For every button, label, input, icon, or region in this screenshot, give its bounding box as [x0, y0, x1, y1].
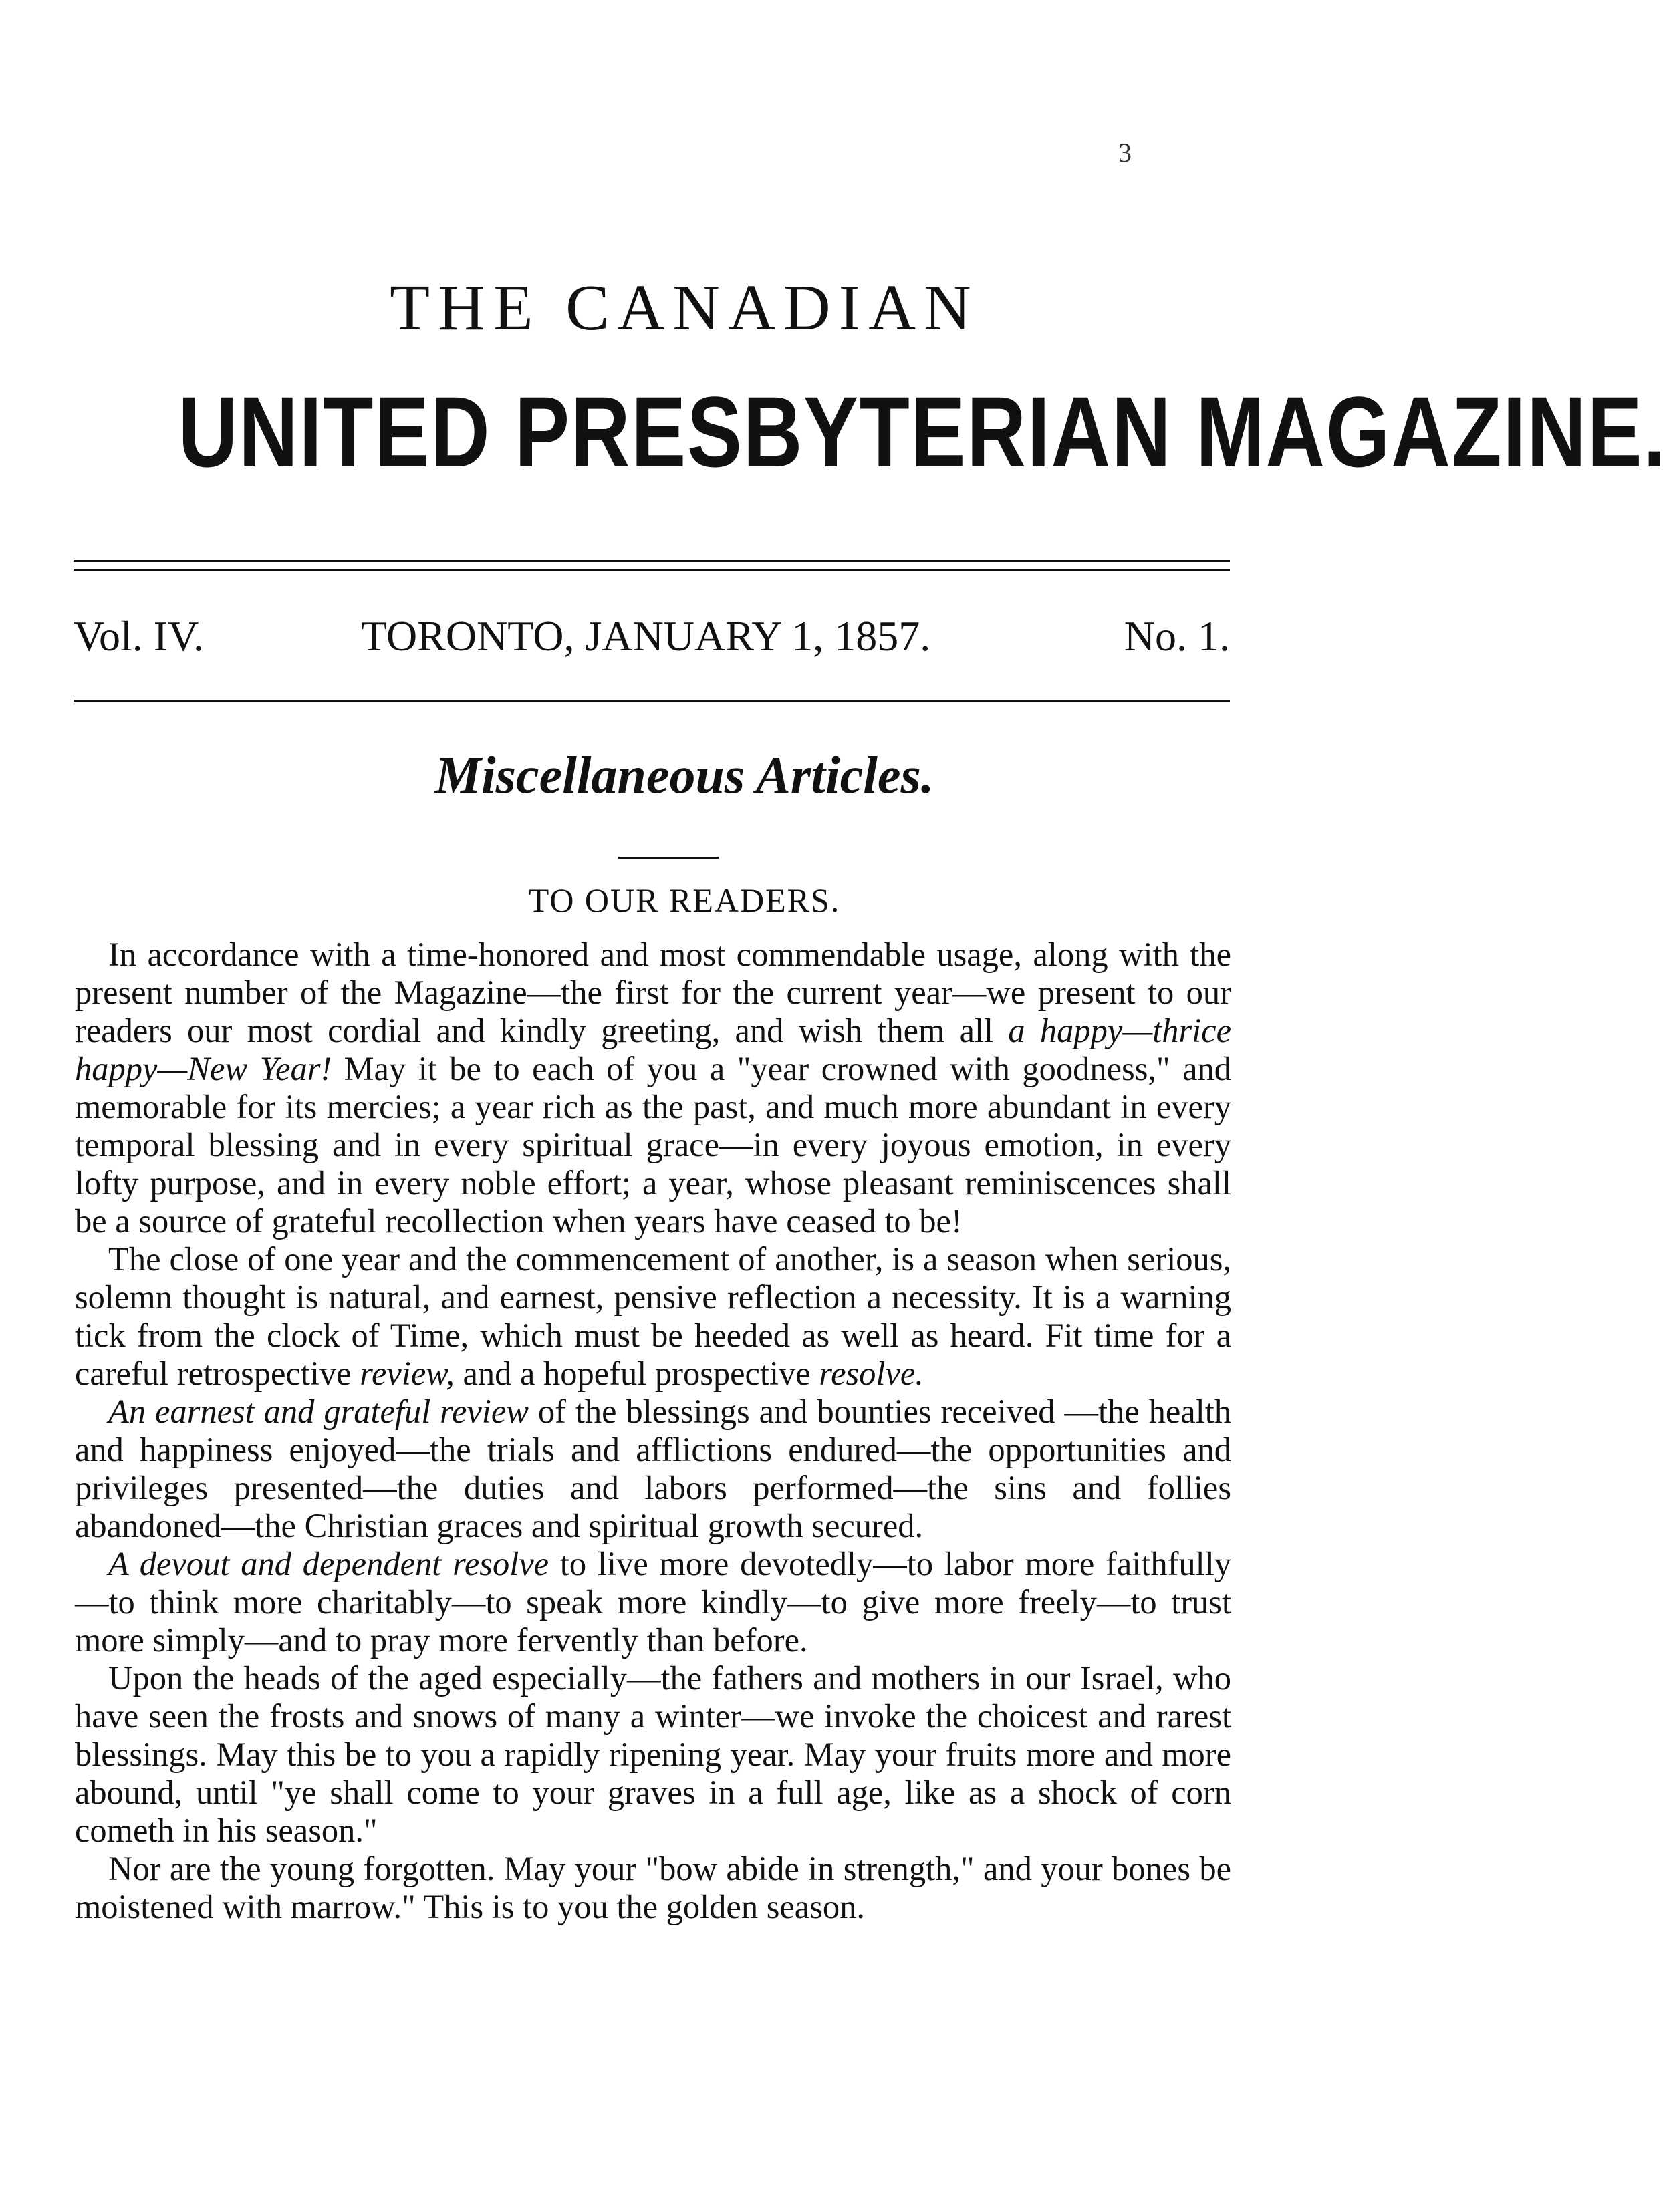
masthead-line-1: THE CANADIAN: [390, 272, 979, 344]
paragraph-5: Upon the heads of the aged especially—the fathers and mothers in our Israel, who have seen the frosts and snows of many a winter—we invoke the choicest and rarest blessings. May this be to you a rapidly ripening year. May your fruits more and more abound, until "ye shall come to your graves in a full age, like as a shock of corn cometh in his season.": [75, 1659, 1231, 1849]
issue-place-date: TORONTO, JANUARY 1, 1857.: [361, 612, 931, 660]
paragraph-1-text-a: In accordance with a time-honored and most commendable usage, along with the present number of the Magazine—the first for the current year—we present to our readers our most cordial and kindly greeting, and wish them all: [75, 936, 1231, 1049]
single-rule: [74, 700, 1230, 702]
issue-volume: Vol. IV.: [74, 612, 205, 660]
masthead-title: UNITED PRESBYTERIAN MAGAZINE.: [178, 376, 1667, 488]
paragraph-4: [75, 1545, 1231, 1659]
article-body: [75, 936, 1231, 1926]
paragraph-3: [75, 1393, 1231, 1545]
paragraph-1: [75, 936, 1231, 1240]
paragraph-3-italic: An earnest and grateful review: [108, 1393, 529, 1430]
page-folio: 3: [1118, 138, 1132, 168]
paragraph-2-text-b: and a hopeful prospective: [454, 1355, 819, 1392]
article-title: TO OUR READERS.: [528, 881, 841, 919]
paragraph-3-text: of the blessings and bounties received —the health and happiness enjoyed—the trials and afflictions endured—the opportunities and privileges presented—the duties and labors performed—the sins and follies abandoned—the Christian graces and spiritual growth secured.: [75, 1393, 1232, 1544]
paragraph-2-italic-2: resolve.: [819, 1355, 924, 1392]
paragraph-4-italic: A devout and dependent resolve: [108, 1545, 549, 1582]
paragraph-2: [75, 1240, 1231, 1393]
paragraph-2-text-a: The close of one year and the commencement of another, is a season when serious, solemn thought is natural, and earnest, pensive reflection a necessity. It is a warning tick from the clock of Time, which must be heeded as well as heard. Fit time for a careful retrospective: [75, 1240, 1231, 1392]
paragraph-1-italic: a happy—thrice happy—New Year!: [75, 1012, 1232, 1087]
double-rule: [74, 560, 1230, 571]
paragraph-1-text-b: May it be to each of you a "year crowned with goodness," and memorable for its mercies; a year rich as the past, and much more abundant in every temporal blessing and in every spiritual grace—in every joyous emotion, in every lofty purpose, and in every noble effort; a year, whose pleasant reminiscences shall be a source of grateful recollection when years have ceased to be!: [75, 1050, 1232, 1240]
paragraph-6: Nor are the young forgotten. May your "bow abide in strength," and your bones be moistened with marrow." This is to you the golden season.: [75, 1850, 1231, 1925]
short-rule: [618, 857, 719, 859]
paragraph-2-italic-1: review,: [360, 1355, 455, 1392]
paragraph-4-text: to live more devotedly—to labor more faithfully—to think more charitably—to speak more kindly—to give more freely—to trust more simply—and to pray more fervently than before.: [75, 1545, 1231, 1659]
issue-number: No. 1.: [1124, 612, 1230, 660]
issue-line: [74, 611, 1230, 665]
section-heading: Miscellaneous Articles.: [434, 746, 934, 804]
